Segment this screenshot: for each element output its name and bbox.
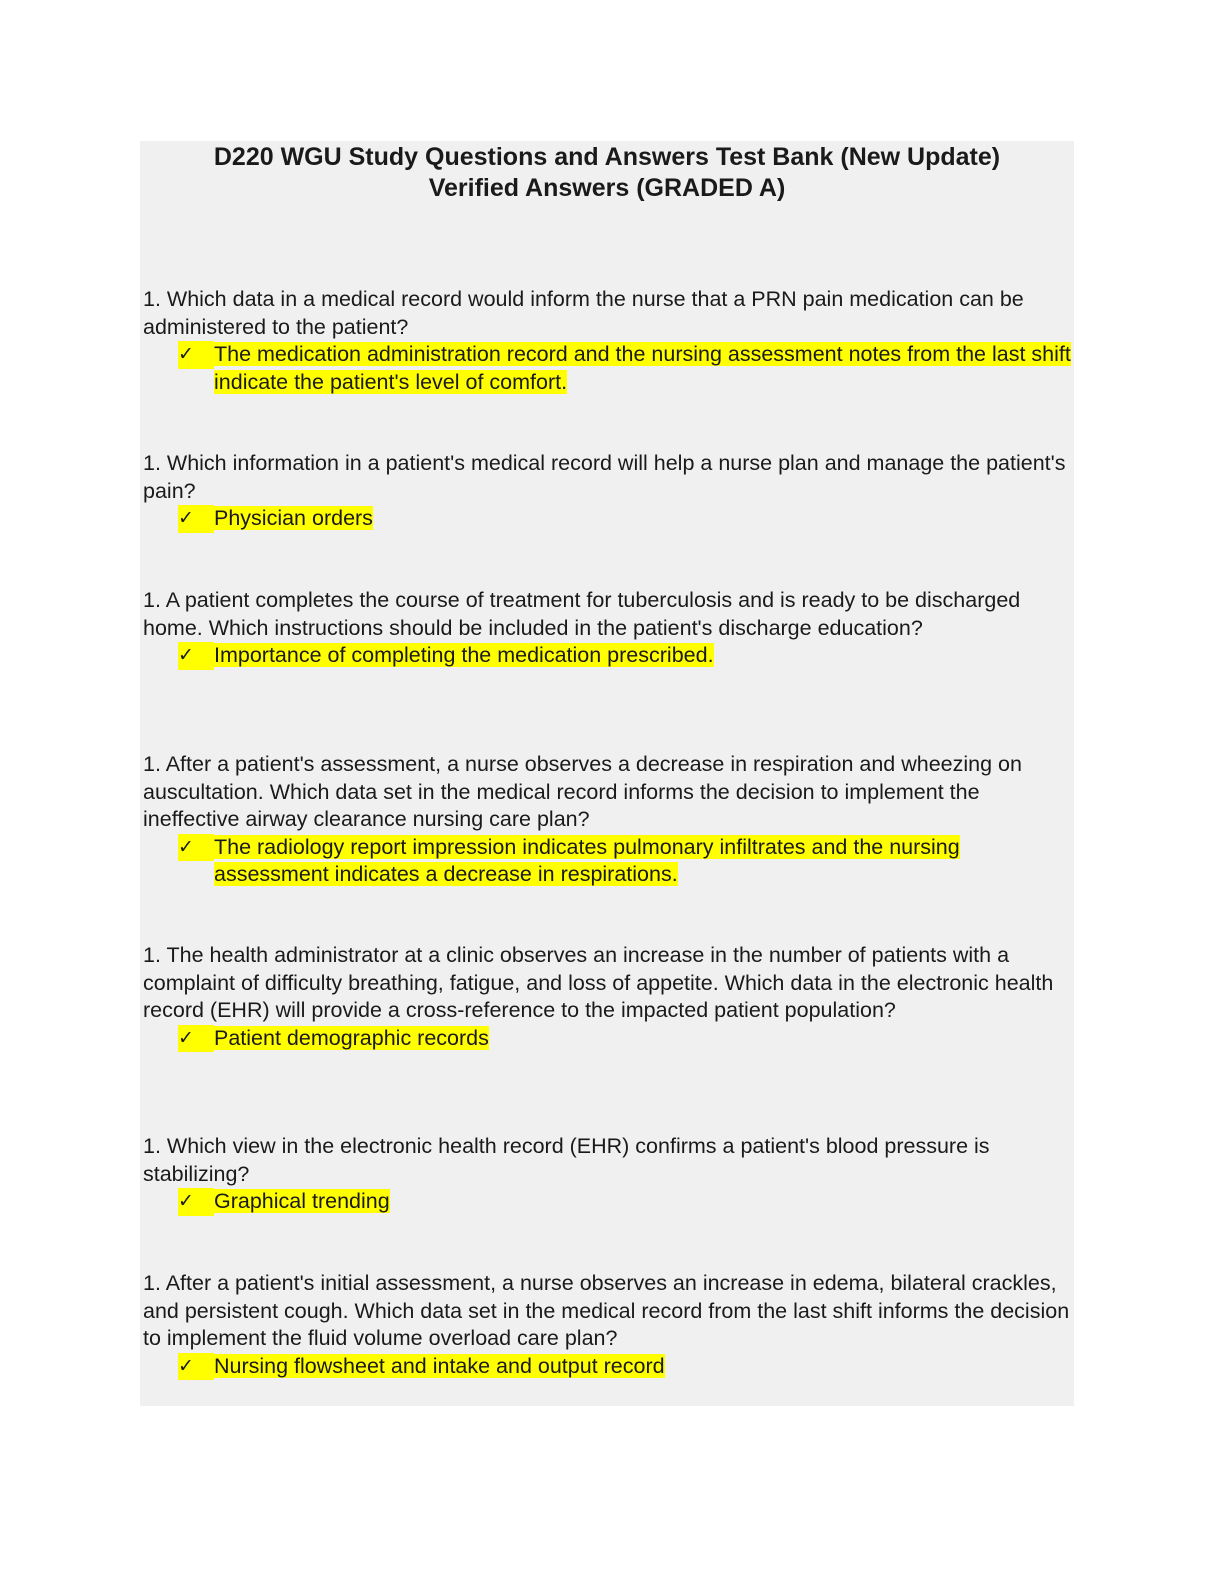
checkmark-icon: ✓ xyxy=(178,642,214,670)
checkmark-icon: ✓ xyxy=(178,1353,214,1381)
qa-item xyxy=(143,1133,1073,1216)
checkmark-icon: ✓ xyxy=(178,341,214,369)
checkmark-icon: ✓ xyxy=(178,1188,214,1216)
checkmark-icon: ✓ xyxy=(178,834,214,862)
answer xyxy=(178,341,1073,396)
qa-item xyxy=(143,587,1073,670)
answer xyxy=(178,505,1073,533)
question-text: 1. Which view in the electronic health record (EHR) confirms a patient's blood pressure is stabilizing? xyxy=(143,1134,990,1186)
answer-text: Patient demographic records xyxy=(214,1025,489,1050)
qa-item xyxy=(143,450,1073,533)
question-text: 1. The health administrator at a clinic observes an increase in the number of patients with a complaint of difficulty breathing, fatigue, and loss of appetite. Which data in the electronic health record (EHR) will provide a cross-reference to the impacted patient population? xyxy=(143,943,1054,1022)
answer xyxy=(178,1025,1073,1053)
answer xyxy=(178,642,1073,670)
document-title xyxy=(140,142,1074,204)
answer-text: Importance of completing the medication prescribed. xyxy=(214,643,714,667)
question-text: 1. After a patient's initial assessment, a nurse observes an increase in edema, bilateral crackles, and persistent cough. Which data set in the medical record from the last shift informs the decision to implement the fluid volume overload care plan? xyxy=(143,1271,1070,1350)
answer-text: Nursing flowsheet and intake and output record xyxy=(214,1353,665,1378)
qa-item xyxy=(143,286,1073,396)
answer-text: Physician orders xyxy=(214,506,373,530)
checkmark-icon: ✓ xyxy=(178,505,214,533)
question-text: 1. Which information in a patient's medical record will help a nurse plan and manage the patient's pain? xyxy=(143,451,1066,503)
qa-item xyxy=(143,1270,1073,1380)
answer-text: Graphical trending xyxy=(214,1189,390,1213)
qa-item xyxy=(143,942,1073,1052)
answer xyxy=(178,1353,1073,1381)
answer-text: The medication administration record and the nursing assessment notes from the last shift indicate the patient's level of comfort. xyxy=(214,342,1071,394)
question-text: 1. Which data in a medical record would inform the nurse that a PRN pain medication can be administered to the patient? xyxy=(143,287,1024,339)
title-line-1: D220 WGU Study Questions and Answers Test Bank (New Update) xyxy=(213,143,1001,171)
qa-item xyxy=(143,751,1073,889)
answer-text: The radiology report impression indicates pulmonary infiltrates and the nursing assessment indicates a decrease in respirations. xyxy=(214,834,960,886)
question-text: 1. A patient completes the course of treatment for tuberculosis and is ready to be discharged home. Which instructions should be included in the patient's discharge education? xyxy=(143,588,1021,640)
answer xyxy=(178,1188,1073,1216)
checkmark-icon: ✓ xyxy=(178,1025,214,1053)
title-line-2: Verified Answers (GRADED A) xyxy=(428,174,786,202)
answer xyxy=(178,834,1073,889)
question-text: 1. After a patient's assessment, a nurse observes a decrease in respiration and wheezing on auscultation. Which data set in the medical record informs the decision to implement the ineffective airway clearance nursing care plan? xyxy=(143,752,1022,831)
